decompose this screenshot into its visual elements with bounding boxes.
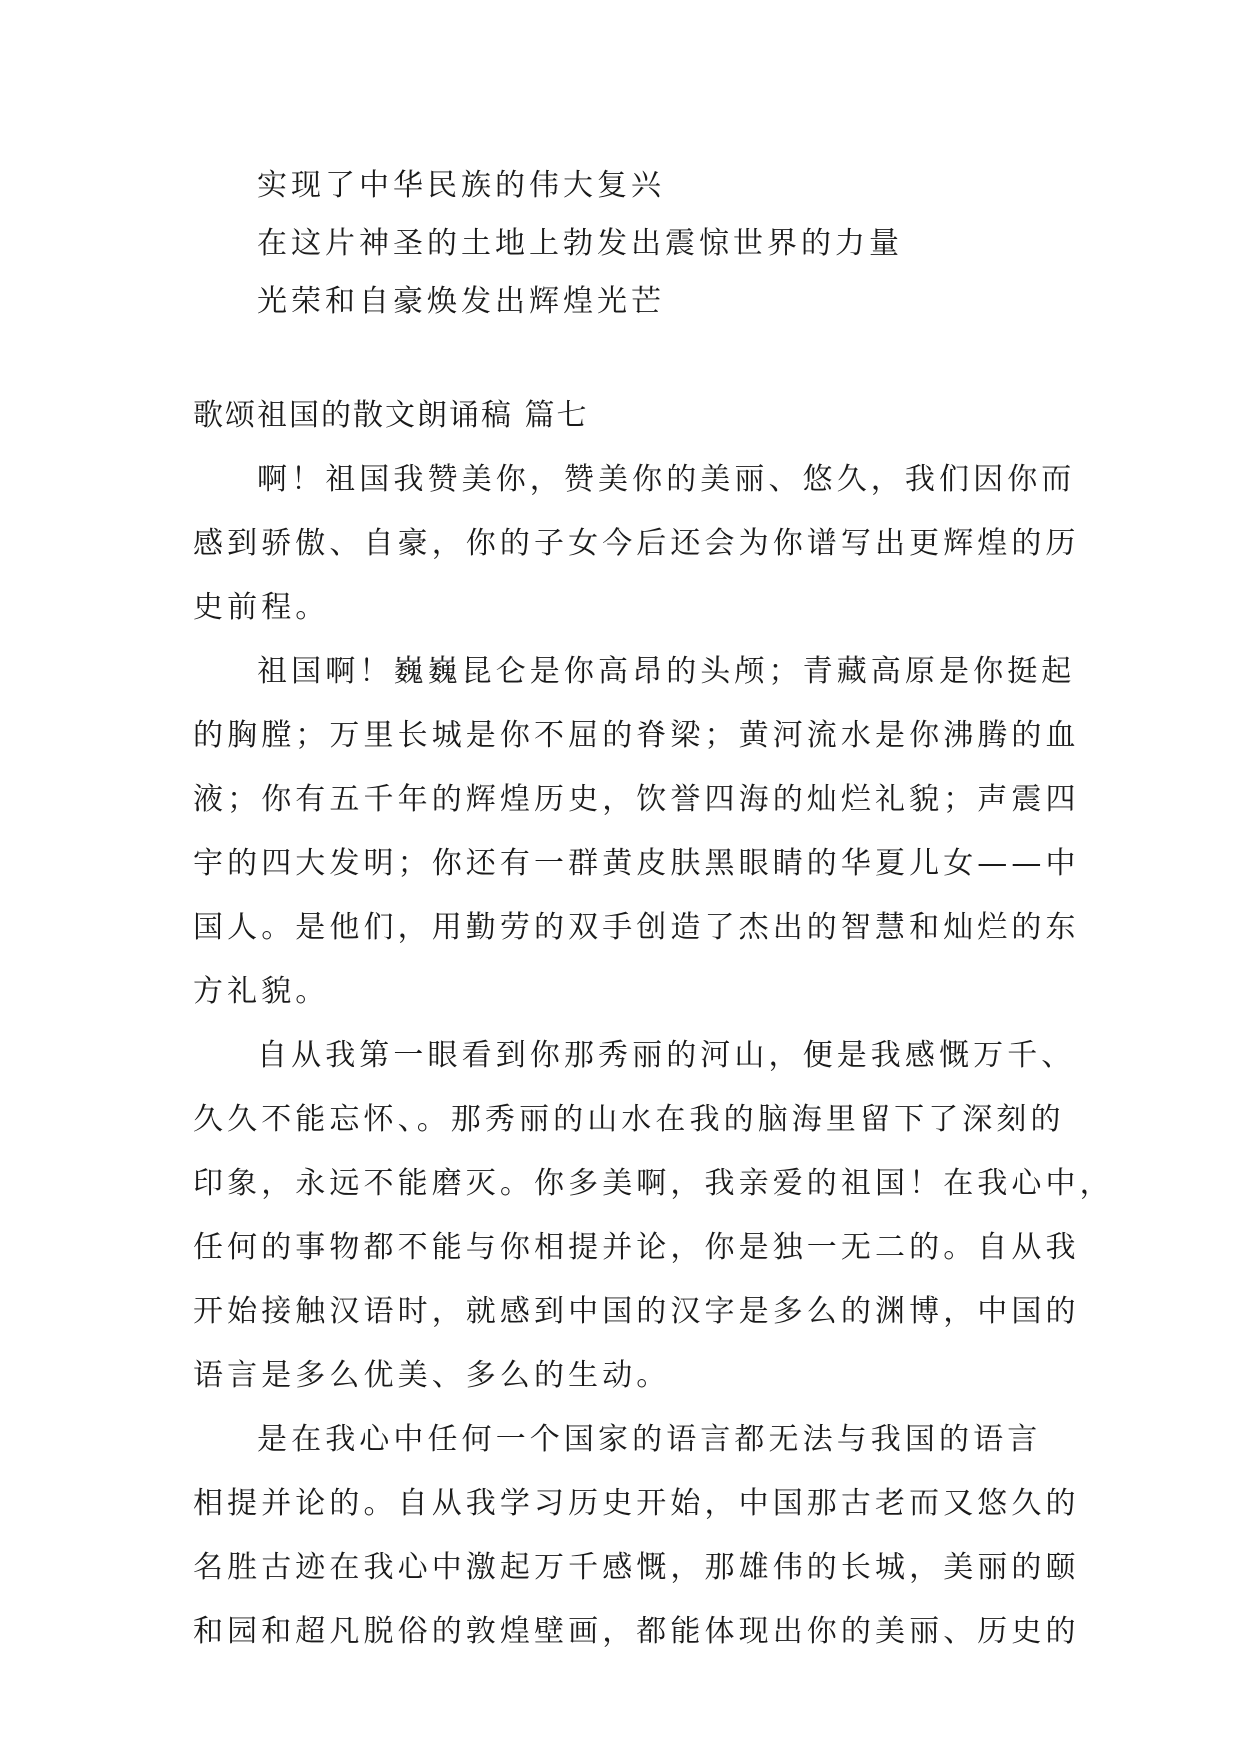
- poem-line-3: 光荣和自豪焕发出辉煌光芒: [257, 284, 665, 319]
- poem-line-2: 在这片神圣的土地上勃发出震惊世界的力量: [257, 226, 903, 261]
- paragraph-4-line-2: 相提并论的。自从我学习历史开始，中国那古老而又悠久的: [193, 1486, 1080, 1521]
- paragraph-3-line-5: 开始接触汉语时，就感到中国的汉字是多么的渊博，中国的: [193, 1294, 1080, 1329]
- paragraph-3-line-3: 印象，永远不能磨灭。你多美啊，我亲爱的祖国！在我心中，: [193, 1166, 1114, 1201]
- paragraph-4-line-3: 名胜古迹在我心中激起万千感慨，那雄伟的长城，美丽的颐: [193, 1550, 1080, 1585]
- section-heading: 歌颂祖国的散文朗诵稿 篇七: [193, 398, 589, 433]
- paragraph-2-line-1: 祖国啊！巍巍昆仑是你高昂的头颅；青藏高原是你挺起: [257, 654, 1076, 689]
- paragraph-1-line-3: 史前程。: [193, 590, 330, 625]
- paragraph-3-line-2: 久久不能忘怀、。那秀丽的山水在我的脑海里留下了深刻的: [193, 1102, 1065, 1137]
- paragraph-2-line-3: 液；你有五千年的辉煌历史，饮誉四海的灿烂礼貌；声震四: [193, 782, 1080, 817]
- paragraph-1-line-2: 感到骄傲、自豪，你的子女今后还会为你谱写出更辉煌的历: [193, 526, 1080, 561]
- paragraph-2-line-6: 方礼貌。: [193, 974, 330, 1009]
- paragraph-2-line-4: 宇的四大发明；你还有一群黄皮肤黑眼睛的华夏儿女——中: [193, 846, 1080, 881]
- poem-line-1: 实现了中华民族的伟大复兴: [257, 168, 665, 203]
- paragraph-2-line-2: 的胸膛；万里长城是你不屈的脊梁；黄河流水是你沸腾的血: [193, 718, 1080, 753]
- paragraph-2-line-5: 国人。是他们，用勤劳的双手创造了杰出的智慧和灿烂的东: [193, 910, 1080, 945]
- paragraph-3-line-6: 语言是多么优美、多么的生动。: [193, 1358, 671, 1393]
- paragraph-4-line-1: 是在我心中任何一个国家的语言都无法与我国的语言: [257, 1422, 1042, 1457]
- paragraph-4-line-4: 和园和超凡脱俗的敦煌壁画，都能体现出你的美丽、历史的: [193, 1614, 1080, 1649]
- paragraph-1-line-1: 啊！祖国我赞美你，赞美你的美丽、悠久，我们因你而: [257, 462, 1076, 497]
- paragraph-3-line-1: 自从我第一眼看到你那秀丽的河山，便是我感慨万千、: [257, 1038, 1076, 1073]
- paragraph-3-line-4: 任何的事物都不能与你相提并论，你是独一无二的。自从我: [193, 1230, 1080, 1265]
